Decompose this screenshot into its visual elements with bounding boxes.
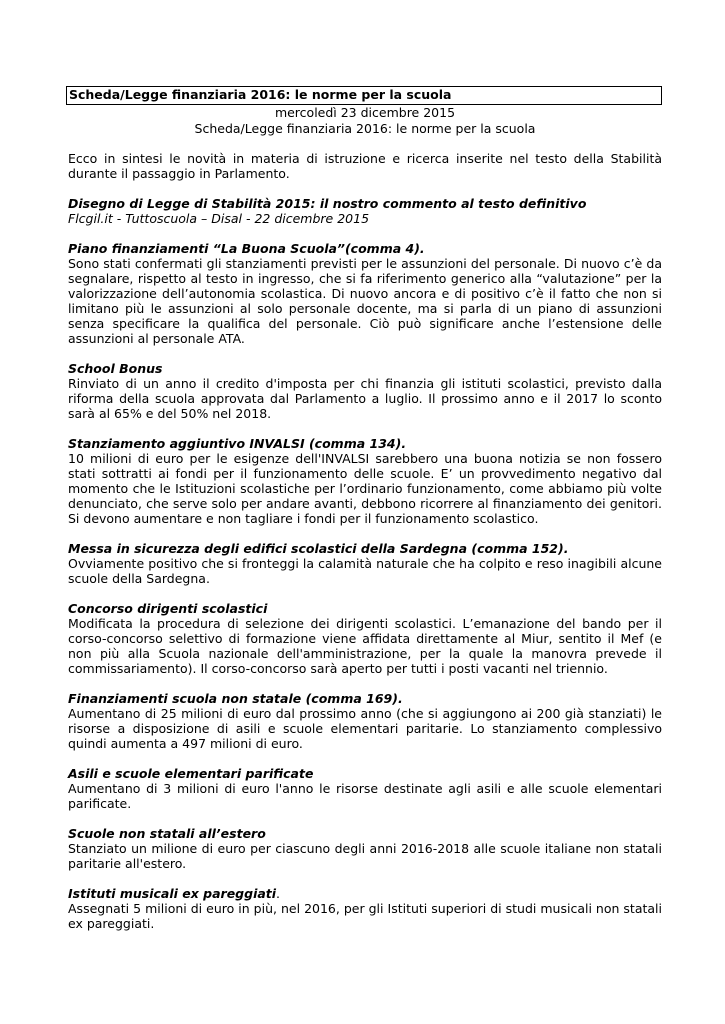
section-non-statale — [68, 691, 662, 751]
heading-suffix: . — [276, 886, 281, 901]
intro-paragraph: Ecco in sintesi le novità in materia di istruzione e ricerca inserite nel testo della Stabilità durante il passaggio in Parlamento. — [68, 151, 662, 181]
document-page — [68, 86, 662, 931]
section-body: Modificata la procedura di selezione dei dirigenti scolastici. L’emanazione del bando per il corso-concorso selettivo di formazione viene affidata direttamente al Miur, sentito il Mef (e non più alla Scuola nazionale dell'amministrazione, per la quale la manovra prevede il commissariamento). Il corso-concorso sarà aperto per tutti i posti vacanti nel triennio. — [68, 616, 662, 676]
section-asili — [68, 766, 662, 811]
section-heading-line — [68, 886, 662, 901]
section-heading: Scuole non statali all’estero — [68, 826, 266, 841]
section-body: Aumentano di 25 milioni di euro dal prossimo anno (che si aggiungono ai 200 già stanziati) le risorse a disposizione di asili e scuole elementari paritarie. Lo stanziamento complessivo quindi aumenta a 497 milioni di euro. — [68, 706, 662, 751]
section-body: 10 milioni di euro per le esigenze dell'INVALSI sarebbero una buona notizia se non fossero stati sottratti ai fondi per il funzionamento delle scuole. E’ un provvedimento negativo dal momento che le Istituzioni scolastiche per l’ordinario funzionamento, come abbiamo più volte denunciato, che serve solo per andare avanti, debbono ricorrere al finanziamento dei genitori. Si devono aumentare e non tagliare i fondi per il funzionamento scolastico. — [68, 451, 662, 526]
section-body: Assegnati 5 milioni di euro in più, nel 2016, per gli Istituti superiori di studi musicali non statali ex pareggiati. — [68, 901, 662, 931]
section-invalsi — [68, 436, 662, 526]
section-musicali — [68, 886, 662, 931]
section-body: Sono stati confermati gli stanziamenti previsti per le assunzioni del personale. Di nuovo c’è da segnalare, rispetto al testo in ingresso, che si fa riferimento generico alla “valutazione” per la valorizzazione dell’autonomia scolastica. Di nuovo ancora e di positivo c’è il fatto che non si limitano più le assunzioni al solo personale docente, ma si parla di un piano di assunzioni senza specificare la qualifica del personale. Ciò può significare anche l’estensione delle assunzioni al personale ATA. — [68, 256, 662, 346]
document-subtitle: Scheda/Legge finanziaria 2016: le norme per la scuola — [194, 121, 536, 136]
section-body: Ovviamente positivo che si fronteggi la calamità naturale che ha colpito e reso inagibili alcune scuole della Sardegna. — [68, 556, 662, 586]
comment-heading: Disegno di Legge di Stabilità 2015: il nostro commento al testo definitivo — [68, 196, 587, 211]
section-buona-scuola — [68, 241, 662, 346]
document-title: Scheda/Legge finanziaria 2016: le norme per la scuola — [66, 86, 662, 105]
section-dirigenti — [68, 601, 662, 676]
document-date: mercoledì 23 dicembre 2015 — [274, 105, 456, 120]
section-heading: Concorso dirigenti scolastici — [68, 601, 268, 616]
comment-section — [68, 196, 662, 226]
section-heading: Asili e scuole elementari parificate — [68, 766, 314, 781]
section-heading: Stanziamento aggiuntivo INVALSI (comma 134). — [68, 436, 407, 451]
section-heading: Finanziamenti scuola non statale (comma 169). — [68, 691, 403, 706]
section-estero — [68, 826, 662, 871]
comment-source: Flcgil.it - Tuttoscuola – Disal - 22 dicembre 2015 — [68, 211, 370, 226]
section-heading: Messa in sicurezza degli edifici scolastici della Sardegna (comma 152). — [68, 541, 569, 556]
section-body: Stanziato un milione di euro per ciascuno degli anni 2016-2018 alle scuole italiane non statali paritarie all'estero. — [68, 841, 662, 871]
section-heading: Piano finanziamenti “La Buona Scuola”(comma 4). — [68, 241, 425, 256]
section-school-bonus — [68, 361, 662, 421]
section-sardegna — [68, 541, 662, 586]
section-body: Rinviato di un anno il credito d'imposta per chi finanzia gli istituti scolastici, previsto dalla riforma della scuola approvata dal Parlamento a luglio. Il prossimo anno e il 2017 lo sconto sarà al 65% e del 50% nel 2018. — [68, 376, 662, 421]
section-body: Aumentano di 3 milioni di euro l'anno le risorse destinate agli asili e alle scuole elementari parificate. — [68, 781, 662, 811]
section-heading: Istituti musicali ex pareggiati — [68, 886, 277, 901]
section-heading: School Bonus — [68, 361, 163, 376]
